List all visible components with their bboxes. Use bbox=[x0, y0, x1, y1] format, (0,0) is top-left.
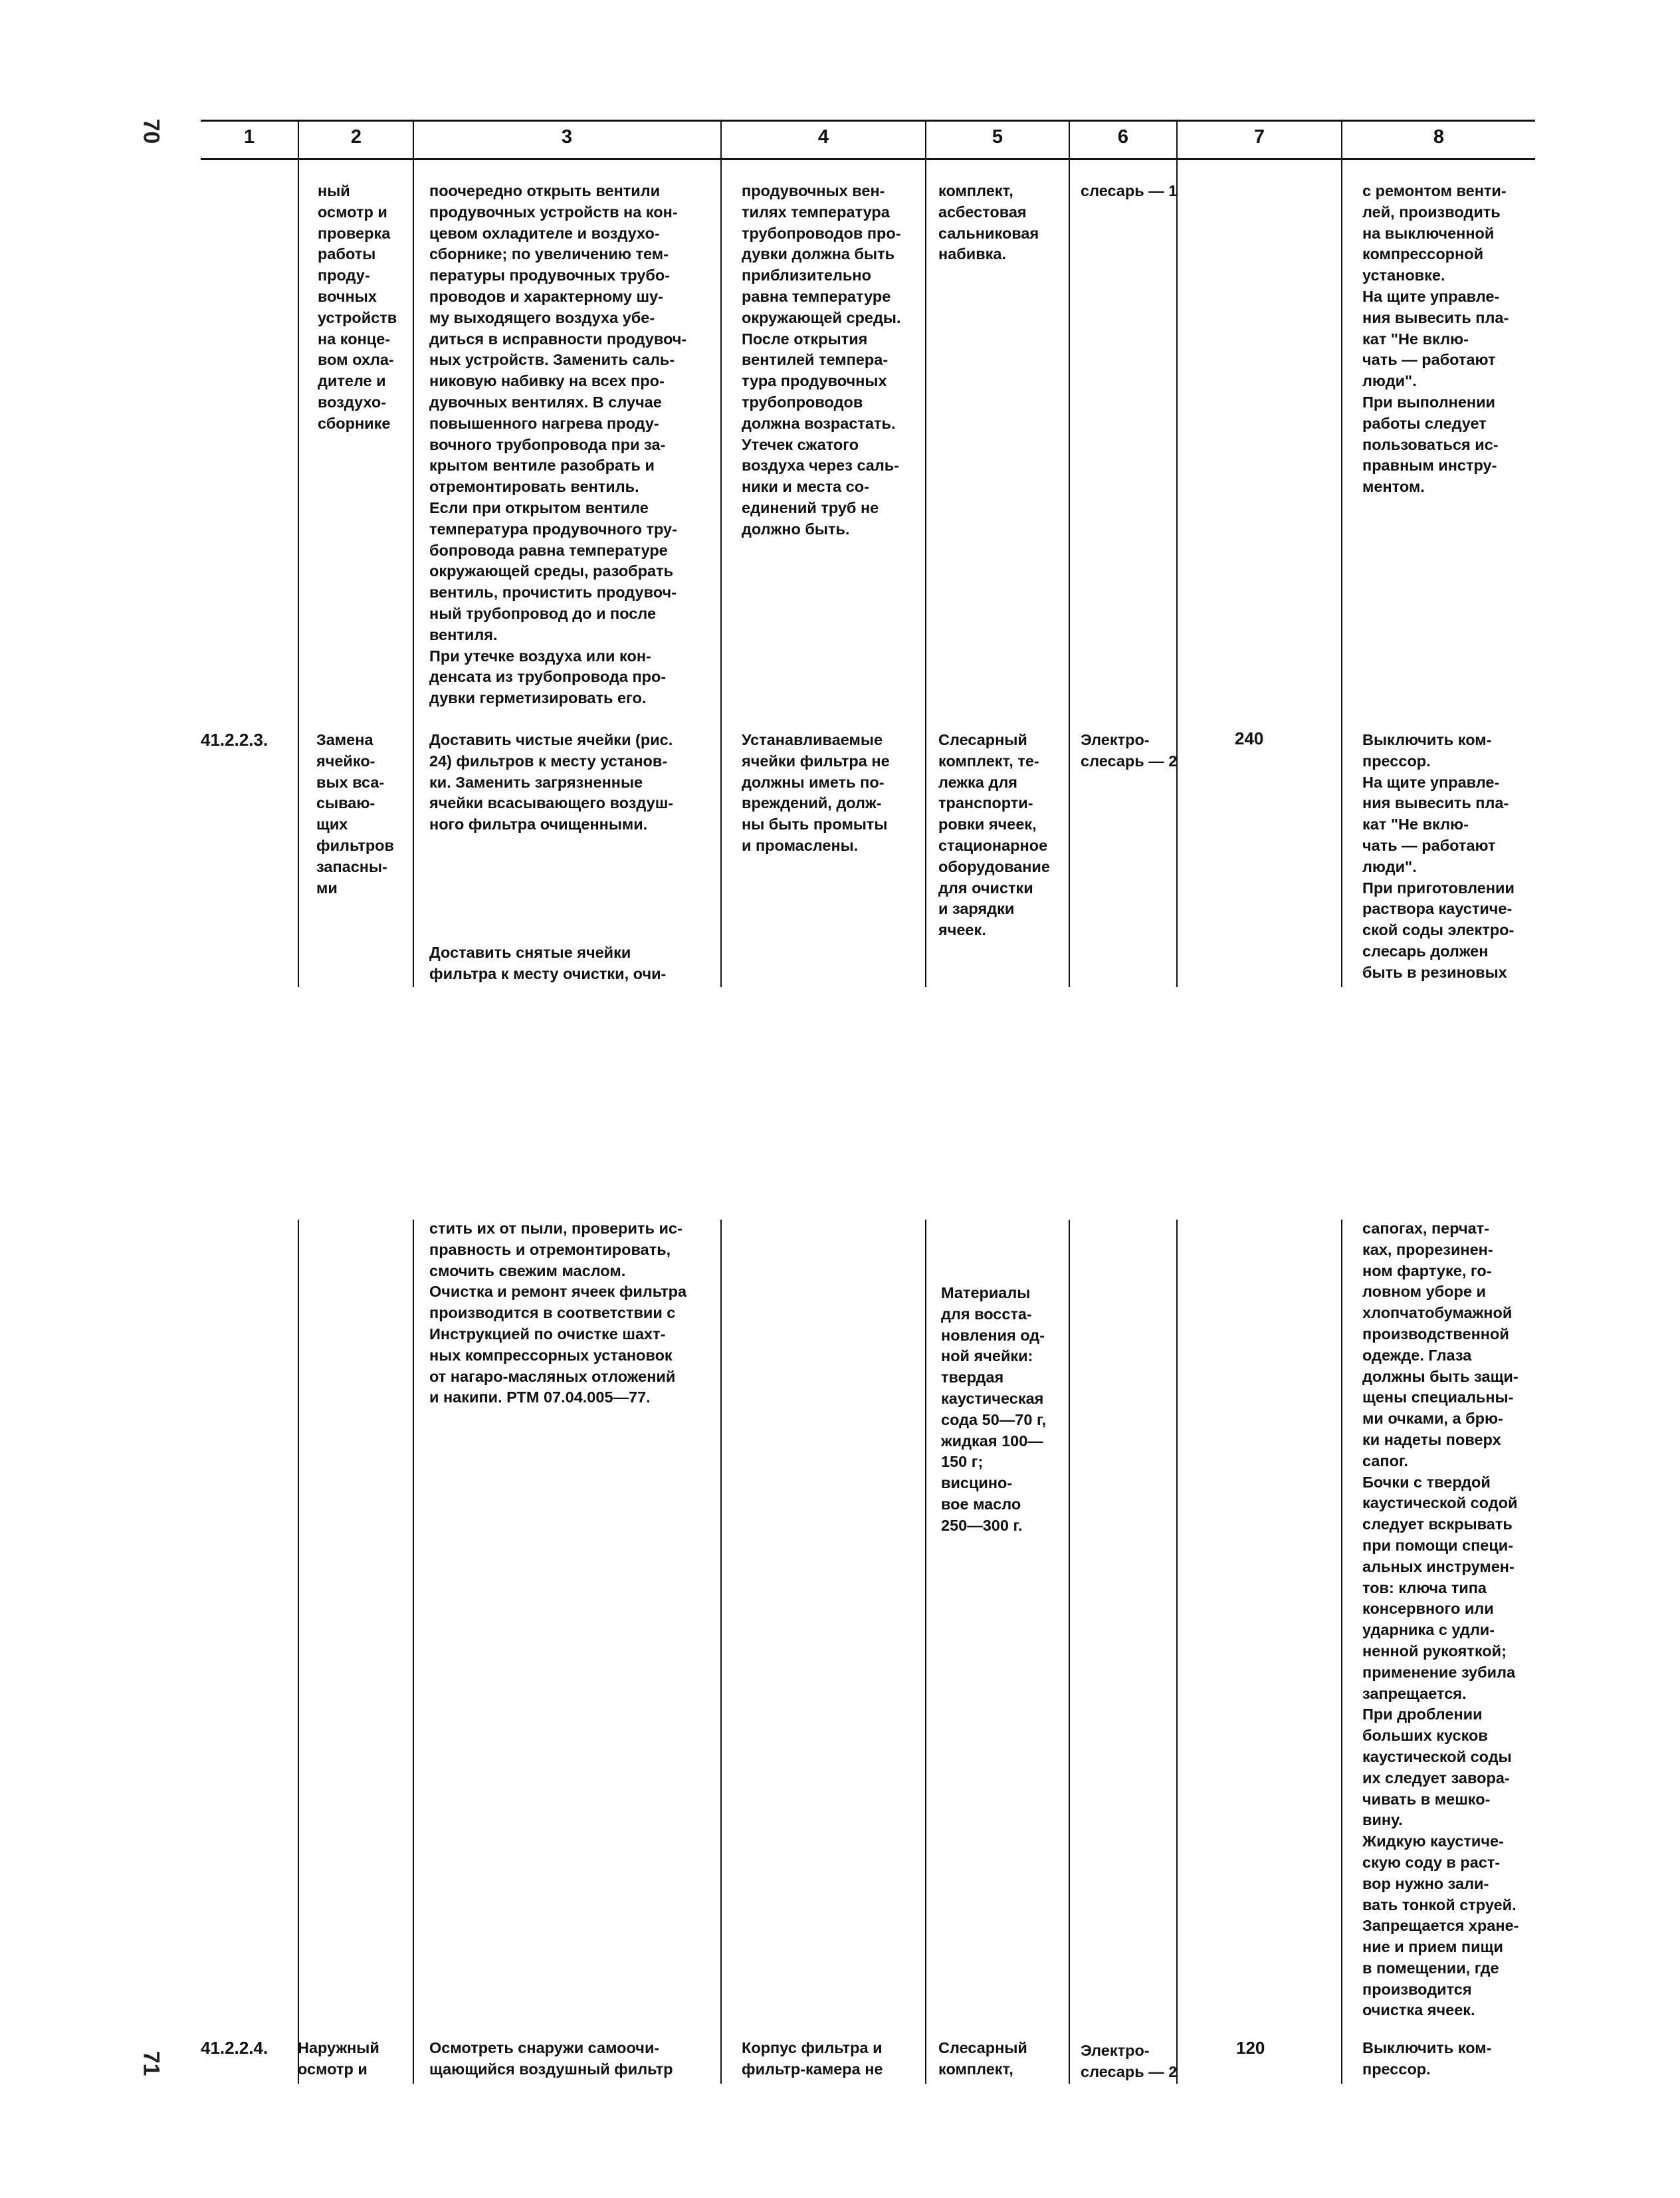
column-header-4: 4 bbox=[817, 126, 829, 148]
column-rule bbox=[1176, 120, 1178, 987]
row-41-2-2-3-col4: Устанавливаемые ячейки фильтра не должны иметь по- вреждений, долж- ны быть промыты и промаслены. bbox=[742, 731, 890, 854]
column-rule bbox=[925, 1220, 926, 2084]
column-rule bbox=[298, 1220, 299, 2084]
row-41-2-2-4-col7: 120 bbox=[1236, 2038, 1265, 2058]
page-number-top: 70 bbox=[138, 118, 164, 144]
column-rule bbox=[413, 1220, 414, 2084]
row-41-2-2-3-col3a: Доставить чистые ячейки (рис. 24) фильтров к месту установ- ки. Заменить загрязненные ячейки всасывающего воздуш- ного фильтра очищенными. bbox=[429, 731, 674, 833]
row-41-2-2-3-col3b: Доставить снятые ячейки фильтра к месту очистки, очи- bbox=[429, 944, 667, 982]
column-rule bbox=[925, 120, 926, 987]
row-41-2-2-4-col5: Слесарный комплект, bbox=[938, 2039, 1027, 2078]
row-41-2-2-3-col6: Электро- слесарь — 2 bbox=[1081, 731, 1178, 770]
row-number-41-2-2-4: 41.2.2.4. bbox=[201, 2038, 268, 2058]
column-rule bbox=[1176, 1220, 1178, 2084]
header-bottom-rule bbox=[201, 158, 1535, 160]
row-continued-col5: комплект, асбестовая сальниковая набивка. bbox=[938, 182, 1039, 263]
column-rule bbox=[1341, 120, 1342, 987]
row-41-2-2-4-col4: Корпус фильтра и фильтр-камера не bbox=[742, 2039, 883, 2078]
row-continued-lower-col5: Материалы для восста- новления од- ной ячейки: твердая каустическая сода 50—70 г, жидкая 100— 150 г; висцино- вое масло 250—300 г. bbox=[941, 1284, 1047, 1534]
row-41-2-2-3-col7: 240 bbox=[1235, 728, 1264, 748]
row-continued-lower-col3: стить их от пыли, проверить ис- правность и отремонтировать, смочить свежим маслом. Очистка и ремонт ячеек фильтра производится в соответствии с Инструкцией по очистке шахт- ных компрессорных установок от нагаро-масляных отложений и накипи. РТМ 07.04.005—77. bbox=[429, 1220, 687, 1406]
row-continued-col4: продувочных вен- тилях температура трубопроводов про- дувки должна быть приблизительно равна температуре окружающей среды. После открытия вентилей темпера- тура продувочных трубопроводов должна возрастать. Утечек сжатого воздуха через саль- ники и места со- единений труб не должно быть. bbox=[742, 182, 901, 538]
column-header-8: 8 bbox=[1433, 126, 1445, 148]
column-rule bbox=[413, 120, 414, 987]
row-continued-lower-col8: сапогах, перчат- ках, прорезинен- ном фартуке, го- ловном уборе и хлопчатобумажной производственной одежде. Глаза должны быть защи- щены специальны- ми очками, а брю- ки надеты поверх сапог. Бочки с твердой каустической содой следует вскрывать при помощи специ- альных инструмен- тов: ключа типа консервного или ударника с удли- ненной рукояткой; применение зубила запрещается. При дроблении больших кусков каустической соды их следует завора- чивать в мешко- вину. Жидкую каустиче- скую соду в раст- вор нужно зали- вать тонкой струей. Запрещается хране- ние и прием пищи в помещении, где производится очистка ячеек. bbox=[1362, 1220, 1519, 2019]
row-41-2-2-3-col5: Слесарный комплект, те- лежка для транспорти- ровки ячеек, стационарное оборудование для очистки и зарядки ячеек. bbox=[938, 731, 1050, 939]
row-41-2-2-4-col6: Электро- слесарь — 2 bbox=[1081, 2042, 1178, 2080]
row-41-2-2-4-col2: Наружный осмотр и bbox=[298, 2039, 379, 2078]
column-rule bbox=[1069, 1220, 1070, 2084]
row-number-41-2-2-3: 41.2.2.3. bbox=[201, 730, 268, 750]
row-41-2-2-4-col8: Выключить ком- прессор. bbox=[1362, 2039, 1492, 2078]
row-41-2-2-3-col2: Замена ячейко- вых вса- сываю- щих фильтров запасны- ми bbox=[316, 731, 394, 897]
column-rule bbox=[1341, 1220, 1342, 2084]
row-41-2-2-4-col3: Осмотреть снаружи самоочи- щающийся воздушный фильтр bbox=[429, 2039, 673, 2078]
row-continued-col8: с ремонтом венти- лей, производить на выключенной компрессорной установке. На щите управле- ния вывесить пла- кат "Не вклю- чать — работают люди". При выполнении работы следует пользоваться ис- правным инстру- ментом. bbox=[1362, 182, 1509, 496]
column-rule bbox=[298, 120, 299, 987]
column-header-7: 7 bbox=[1253, 126, 1265, 148]
row-continued-col6: слесарь — 1 bbox=[1081, 182, 1178, 199]
column-rule bbox=[1069, 120, 1070, 987]
row-continued-col2: ный осмотр и проверка работы проду- вочных устройств на конце- вом охла- дителе и воздухо- сборнике bbox=[318, 182, 397, 432]
column-header-5: 5 bbox=[992, 126, 1003, 148]
column-header-3: 3 bbox=[561, 126, 573, 148]
row-41-2-2-3-col8: Выключить ком- прессор. На щите управле- ния вывесить пла- кат "Не вклю- чать — работают люди". При приготовлении раствора каустиче- ской соды электро- слесарь должен быть в резиновых bbox=[1362, 731, 1515, 981]
column-header-6: 6 bbox=[1117, 126, 1129, 148]
column-rule bbox=[720, 120, 722, 987]
column-rule bbox=[720, 1220, 722, 2084]
header-top-rule bbox=[201, 120, 1535, 122]
row-continued-col3: поочередно открыть вентили продувочных устройств на кон- цевом охладителе и воздухо- сборнике; по увеличению тем- пературы продувочных трубо- проводов и характерному шу- му выходящего воздуха убе- диться в исправности продувоч- ных устройств. Заменить саль- никовую набивку на всех про- дувочных вентилях. В случае повышенного нагрева проду- вочного трубопровода при за- крытом вентиле разобрать и отремонтировать вентиль. Если при открытом вентиле температура продувочного тру- бопровода равна температуре окружающей среды, разобрать вентиль, прочистить продувоч- ный трубопровод до и после вентиля. При утечке воздуха или кон- денсата из трубопровода про- дувки герметизировать его. bbox=[429, 182, 687, 707]
column-header-2: 2 bbox=[350, 126, 362, 148]
page-number-bottom: 71 bbox=[138, 2050, 164, 2076]
column-header-1: 1 bbox=[243, 126, 255, 148]
